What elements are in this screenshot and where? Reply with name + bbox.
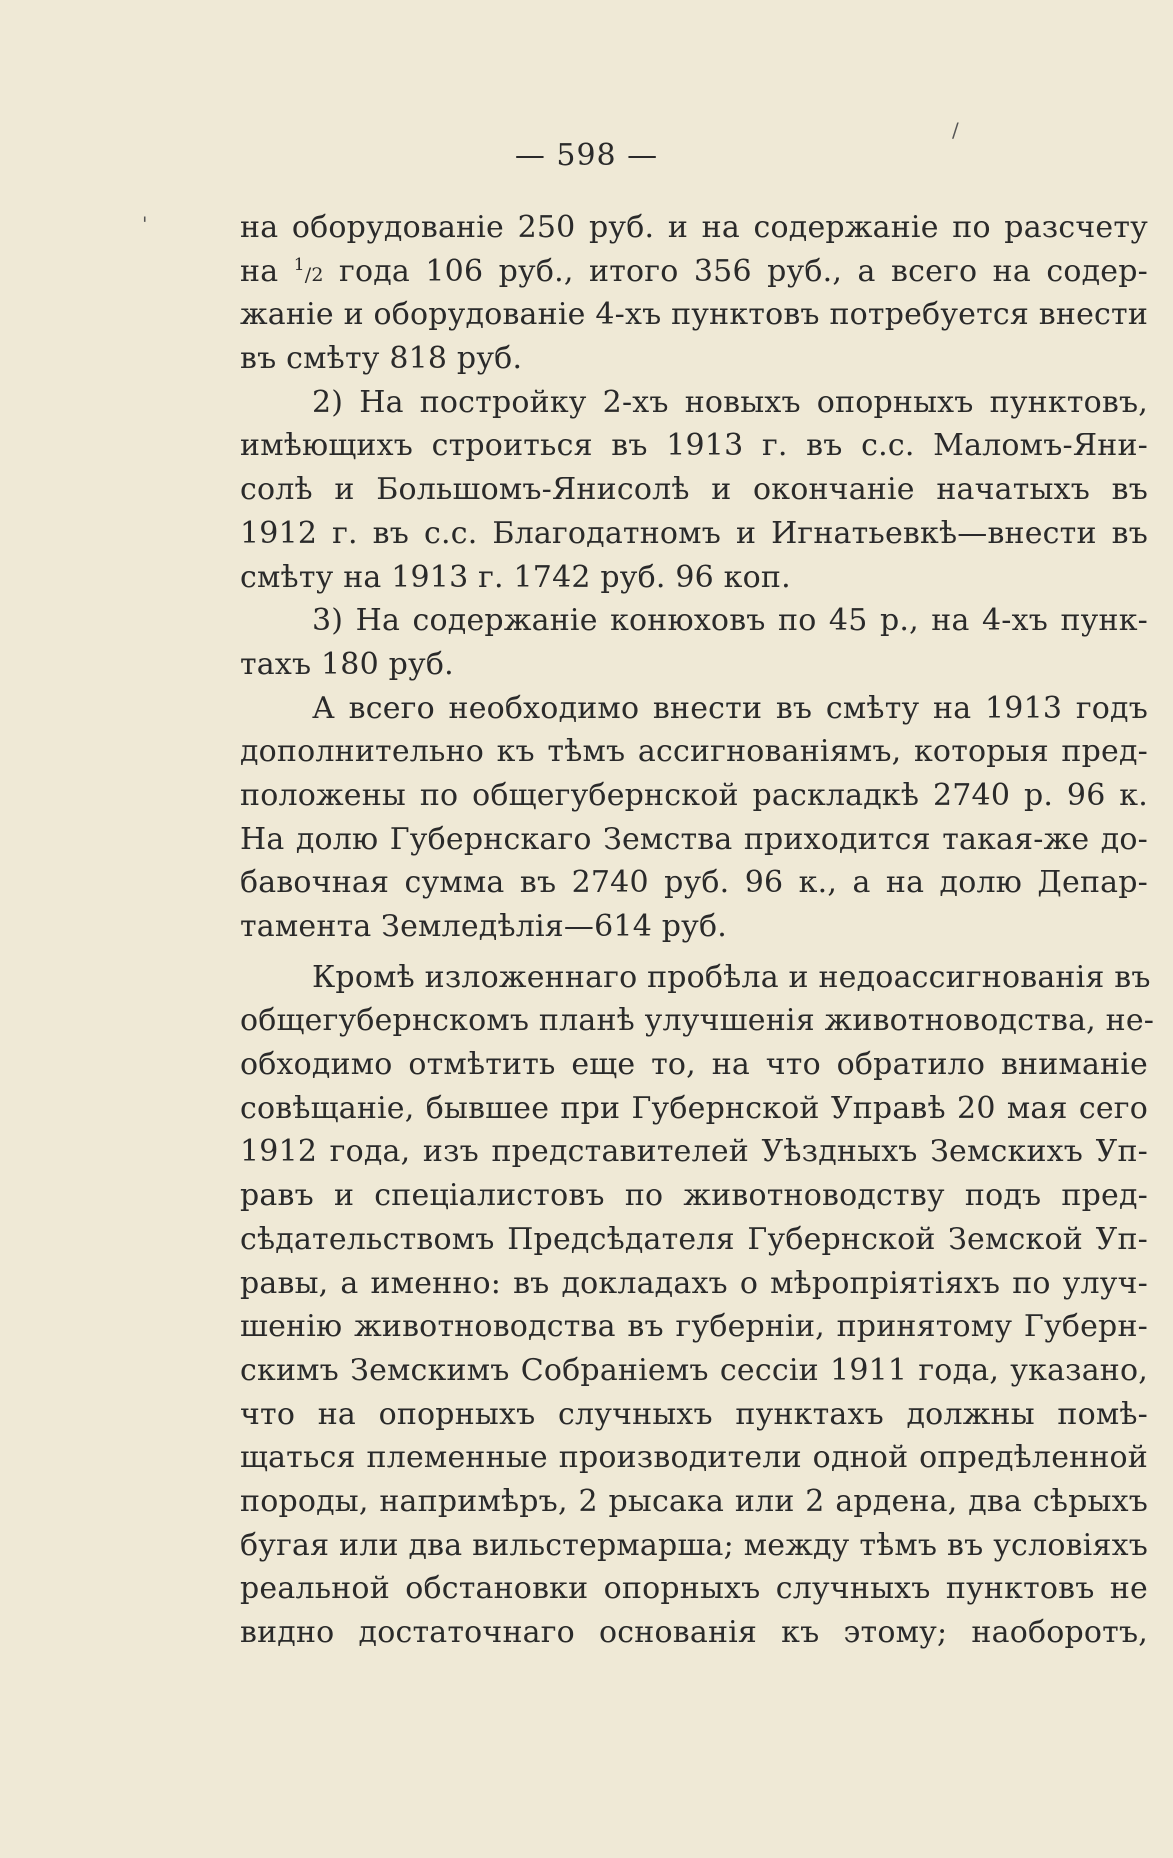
margin-mark: '	[142, 212, 148, 236]
text-line: тахъ 180 руб.	[240, 646, 454, 682]
text-line: видно достаточнаго основанія къ этому; наоборотъ,	[240, 1615, 1148, 1650]
text-line: тамента Земледѣлія—614 руб.	[240, 909, 727, 944]
text-line: жаніе и оборудованіе 4-хъ пунктовъ потребуется внести	[240, 297, 1149, 333]
text-line: солѣ и Большомъ-Янисолѣ и окончаніе начатыхъ въ	[240, 472, 1148, 508]
page-number: — 598 —	[514, 138, 659, 173]
text-line: имѣющихъ строиться въ 1913 г. въ с.с. Маломъ-Яни-	[240, 428, 1148, 464]
text-line: равъ и спеціалистовъ по животноводству подъ пред-	[240, 1178, 1148, 1214]
text-line: 1912 г. въ с.с. Благодатномъ и Игнатьевкѣ—внести въ	[240, 515, 1148, 551]
text-line: шенію животноводства въ губерніи, принятому Губерн-	[240, 1309, 1148, 1345]
text-line: скимъ Земскимъ Собраніемъ сессіи 1911 года, указано,	[240, 1352, 1148, 1388]
text-line: сѣдательствомъ Предсѣдателя Губернской Земской Уп-	[240, 1221, 1148, 1257]
body-text	[240, 206, 1155, 1655]
fraction-denominator: 2	[311, 263, 324, 286]
text-line: Кромѣ изложеннаго пробѣла и недоассигнованія въ	[312, 959, 1151, 995]
text-line: на $^1$/2 года 106 руб., итого 356 руб., а всего на содер-	[240, 253, 1148, 289]
text-line: дополнительно къ тѣмъ ассигнованіямъ, которыя пред-	[240, 734, 1148, 770]
text-line: На долю Губернскаго Земства приходится такая-же до-	[240, 821, 1148, 857]
text-line: на оборудованіе 250 руб. и на содержаніе по разсчету	[240, 210, 1148, 245]
text-line-start: на	[240, 253, 294, 289]
text-line: 3) На содержаніе конюховъ по 45 р., на 4-хъ пунк-	[312, 603, 1148, 639]
text-line: общегубернскомъ планѣ улучшенія животноводства, не-	[240, 1003, 1155, 1039]
fraction-numerator: 1	[293, 254, 305, 275]
text-line: щаться племенные производители одной опредѣленной	[240, 1440, 1148, 1476]
text-line: положены по общегубернской раскладкѣ 2740 р. 96 к.	[240, 777, 1148, 813]
text-line: что на опорныхъ случныхъ пунктахъ должны помѣ-	[240, 1396, 1148, 1432]
text-line: смѣту на 1913 г. 1742 руб. 96 коп.	[240, 559, 791, 595]
text-line: совѣщаніе, бывшее при Губернской Управѣ 20 мая сего	[240, 1090, 1148, 1126]
text-line-end: года 106 руб., итого 356 руб., а всего на содер-	[323, 253, 1148, 289]
text-line: равы, а именно: въ докладахъ о мѣропріятіяхъ по улуч-	[240, 1265, 1148, 1301]
text-line: 2) На постройку 2-хъ новыхъ опорныхъ пунктовъ,	[312, 384, 1148, 420]
text-line: обходимо отмѣтить еще то, на что обратило вниманіе	[240, 1047, 1148, 1083]
text-line: породы, напримѣръ, 2 рысака или 2 ардена, два сѣрыхъ	[240, 1483, 1148, 1519]
margin-mark: /	[952, 118, 959, 142]
text-line: реальной обстановки опорныхъ случныхъ пунктовъ не	[240, 1571, 1148, 1607]
text-line: бугая или два вильстермарша; между тѣмъ въ условіяхъ	[240, 1527, 1148, 1563]
text-line: А всего необходимо внести въ смѣту на 1913 годъ	[312, 690, 1148, 726]
text-line: въ смѣту 818 руб.	[240, 341, 523, 377]
text-line: 1912 года, изъ представителей Уѣздныхъ Земскихъ Уп-	[240, 1134, 1148, 1170]
text-line: бавочная сумма въ 2740 руб. 96 к., а на долю Депар-	[240, 865, 1148, 901]
